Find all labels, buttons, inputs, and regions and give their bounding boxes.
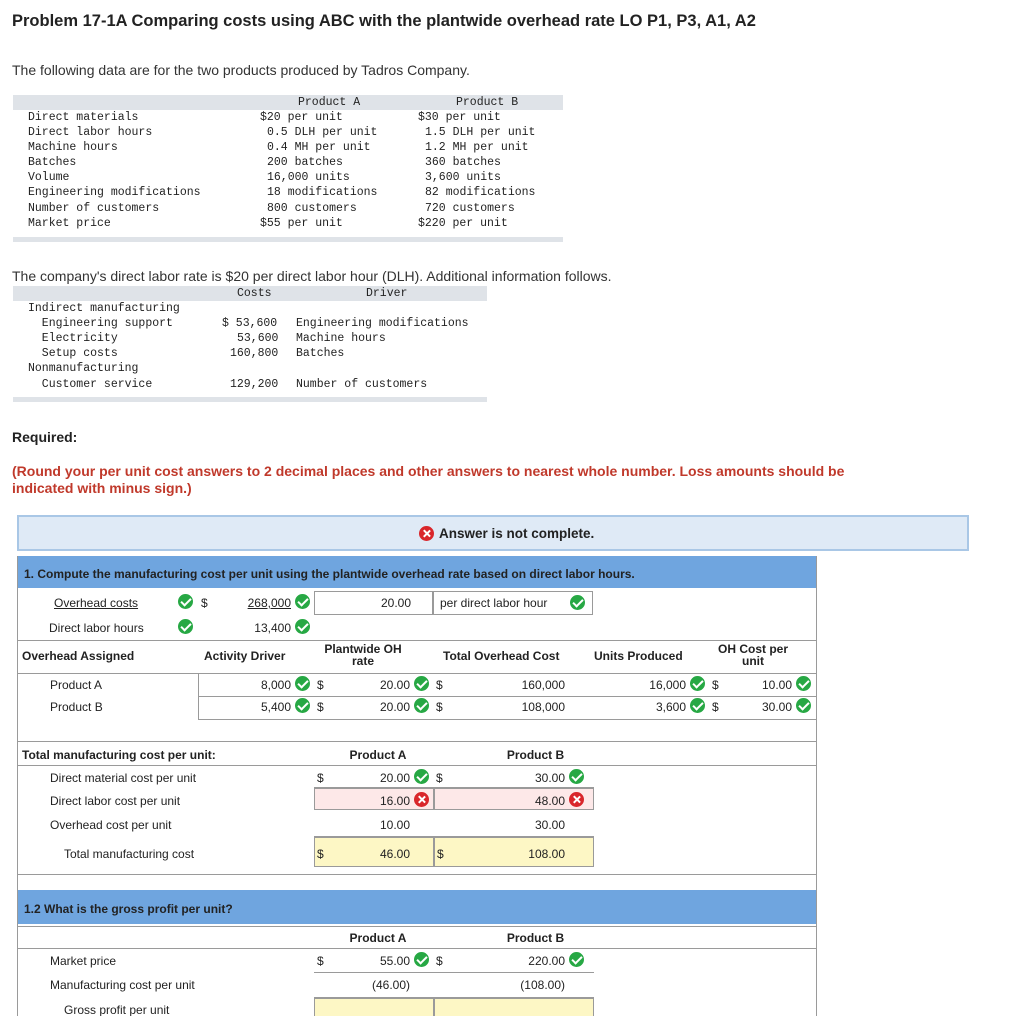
check-icon bbox=[295, 619, 310, 634]
oh-per-unit-a: 10.00 bbox=[761, 678, 792, 692]
col-product-b: Product B bbox=[506, 748, 565, 762]
row-b: 1.5 DLH per unit bbox=[425, 126, 536, 139]
driver-header: Driver bbox=[366, 287, 408, 300]
gross-profit-b-cell bbox=[434, 998, 594, 1016]
cost-row-label: Total manufacturing cost bbox=[64, 847, 195, 861]
overhead-costs-label: Overhead costs bbox=[54, 596, 139, 610]
dollar-sign: $ bbox=[317, 954, 324, 968]
divider bbox=[18, 948, 816, 949]
row-label: Machine hours bbox=[28, 141, 118, 154]
row-a: 18 modifications bbox=[267, 186, 378, 199]
cost-row-label: Indirect manufacturing bbox=[28, 302, 180, 315]
cost-row-label: Direct material cost per unit bbox=[50, 771, 197, 785]
row-label: Batches bbox=[28, 156, 77, 169]
banner-content bbox=[419, 526, 594, 541]
costs-header: Costs bbox=[237, 287, 272, 300]
banner-text: Answer is not complete. bbox=[439, 526, 595, 541]
check-icon bbox=[690, 676, 705, 691]
gp-row-label: Gross profit per unit bbox=[64, 1003, 170, 1016]
row-a: $20 per unit bbox=[260, 111, 343, 124]
driver-input-a[interactable]: 8,000 bbox=[260, 678, 291, 692]
rate-value: 20.00 bbox=[380, 596, 411, 610]
check-icon bbox=[178, 619, 193, 634]
rounding-instructions: (Round your per unit cost answers to 2 decimal places and other answers to nearest whole number. Loss amounts should be indicated with minus sign.) bbox=[12, 463, 845, 496]
oh-cost-a: 10.00 bbox=[379, 818, 410, 832]
mfg-cost-a: (46.00) bbox=[371, 978, 410, 992]
row-label: Direct labor hours bbox=[28, 126, 153, 139]
assign-row-label-a: Product A bbox=[50, 678, 103, 692]
cost-row-label: Electricity bbox=[28, 332, 118, 345]
row-b: 360 batches bbox=[425, 156, 501, 169]
divider bbox=[18, 765, 816, 766]
cost-row-label: Nonmanufacturing bbox=[28, 362, 139, 375]
divider bbox=[18, 673, 816, 674]
error-icon bbox=[414, 792, 429, 807]
market-price-b[interactable]: 220.00 bbox=[528, 954, 565, 968]
divider bbox=[198, 719, 816, 720]
check-icon bbox=[414, 698, 429, 713]
col-product-b: Product B bbox=[506, 931, 565, 945]
activity-driver-header: Activity Driver bbox=[204, 649, 286, 663]
row-a: 16,000 units bbox=[267, 171, 350, 184]
check-icon bbox=[178, 594, 193, 609]
dlh-input[interactable]: 13,400 bbox=[254, 621, 291, 635]
row-label: Market price bbox=[28, 217, 111, 230]
row-a: $55 per unit bbox=[260, 217, 343, 230]
total-cost-a-cell bbox=[314, 837, 434, 867]
check-icon bbox=[414, 952, 429, 967]
cost-row-label: Overhead cost per unit bbox=[50, 818, 172, 832]
row-a: 0.4 MH per unit bbox=[267, 141, 371, 154]
check-icon bbox=[796, 698, 811, 713]
page-title: Problem 17-1A Comparing costs using ABC with the plantwide overhead rate LO P1, P3, A1, A2 bbox=[12, 12, 756, 30]
total-overhead-b: 108,000 bbox=[521, 700, 565, 714]
dollar-sign: $ bbox=[436, 771, 443, 785]
dollar-sign: $ bbox=[317, 771, 324, 785]
row-a: 0.5 DLH per unit bbox=[267, 126, 378, 139]
dl-cost-a: 16.00 bbox=[379, 794, 410, 808]
answer-status-banner bbox=[17, 515, 969, 551]
divider bbox=[18, 926, 816, 927]
driver-input-b[interactable]: 5,400 bbox=[260, 700, 291, 714]
total-overhead-header: Total Overhead Cost bbox=[443, 649, 560, 663]
rate-a: 20.00 bbox=[379, 678, 410, 692]
total-cost-b: 108.00 bbox=[528, 847, 565, 861]
dm-cost-b[interactable]: 30.00 bbox=[534, 771, 565, 785]
check-icon bbox=[570, 595, 585, 610]
check-icon bbox=[414, 769, 429, 784]
overhead-assigned-header: Overhead Assigned bbox=[22, 649, 135, 663]
total-cost-label: Total manufacturing cost per unit: bbox=[22, 748, 216, 762]
cost-row-cost: 129,200 bbox=[230, 378, 279, 391]
gp-row-label: Market price bbox=[50, 954, 117, 968]
dollar-sign: $ bbox=[201, 596, 208, 610]
error-icon bbox=[569, 792, 584, 807]
row-b: $220 per unit bbox=[418, 217, 508, 230]
cost-row-cost: 53,600 bbox=[237, 332, 279, 345]
part1-header bbox=[18, 556, 816, 588]
part1-2-question: 1.2 What is the gross profit per unit? bbox=[24, 902, 233, 916]
row-b: 3,600 units bbox=[425, 171, 501, 184]
dlh-label: Direct labor hours bbox=[49, 621, 144, 635]
check-icon bbox=[295, 698, 310, 713]
total-cost-a: 46.00 bbox=[379, 847, 410, 861]
check-icon bbox=[414, 676, 429, 691]
cost-row-driver: Engineering modifications bbox=[296, 317, 469, 330]
total-cost-b-cell bbox=[434, 837, 594, 867]
gross-profit-a-cell bbox=[314, 998, 434, 1016]
required-heading: Required: bbox=[12, 429, 78, 445]
intro-text: The following data are for the two products produced by Tadros Company. bbox=[12, 62, 470, 78]
dm-cost-a[interactable]: 20.00 bbox=[379, 771, 410, 785]
oh-cost-b: 30.00 bbox=[534, 818, 565, 832]
col-product-a: Product A bbox=[349, 748, 407, 762]
divider bbox=[18, 640, 816, 641]
market-price-a[interactable]: 55.00 bbox=[379, 954, 410, 968]
check-icon bbox=[569, 769, 584, 784]
check-icon bbox=[690, 698, 705, 713]
assign-row-label-b: Product B bbox=[50, 700, 103, 714]
dollar-sign: $ bbox=[317, 678, 324, 692]
cost-row-driver: Batches bbox=[296, 347, 345, 360]
divider bbox=[314, 972, 594, 973]
plantwide-rate-header: Plantwide OH rate bbox=[324, 642, 402, 668]
check-icon bbox=[295, 594, 310, 609]
error-icon bbox=[419, 526, 434, 541]
row-a: 200 batches bbox=[267, 156, 343, 169]
labor-rate-text: The company's direct labor rate is $20 per direct labor hour (DLH). Additional information follows. bbox=[12, 268, 612, 284]
row-b: 720 customers bbox=[425, 202, 515, 215]
row-label: Engineering modifications bbox=[28, 186, 201, 199]
dollar-sign: $ bbox=[712, 678, 719, 692]
cost-table-bottom-bar bbox=[13, 397, 487, 402]
units-input-a[interactable]: 16,000 bbox=[649, 678, 686, 692]
col-product-a: Product A bbox=[349, 931, 407, 945]
cost-row-label: Setup costs bbox=[28, 347, 118, 360]
row-label: Number of customers bbox=[28, 202, 160, 215]
dollar-sign: $ bbox=[317, 700, 324, 714]
cost-row-label: Engineering support bbox=[28, 317, 173, 330]
row-b: 82 modifications bbox=[425, 186, 536, 199]
cost-row-cost: $ 53,600 bbox=[222, 317, 278, 330]
dollar-sign: $ bbox=[712, 700, 719, 714]
mfg-cost-b: (108.00) bbox=[520, 978, 565, 992]
product-table-bottom-bar bbox=[13, 237, 563, 242]
dollar-sign: $ bbox=[437, 847, 444, 861]
cost-row-driver: Machine hours bbox=[296, 332, 386, 345]
divider bbox=[18, 741, 816, 742]
check-icon bbox=[569, 952, 584, 967]
product-a-header: Product A bbox=[298, 96, 361, 109]
overhead-costs-input[interactable]: 268,000 bbox=[247, 596, 291, 610]
gp-row-label: Manufacturing cost per unit bbox=[50, 978, 195, 992]
total-overhead-a: 160,000 bbox=[521, 678, 565, 692]
check-icon bbox=[796, 676, 811, 691]
units-input-b[interactable]: 3,600 bbox=[655, 700, 686, 714]
dl-cost-b: 48.00 bbox=[534, 794, 565, 808]
divider bbox=[198, 696, 816, 697]
rate-input[interactable] bbox=[314, 591, 433, 615]
divider bbox=[18, 874, 816, 875]
cost-row-driver: Number of customers bbox=[296, 378, 428, 391]
part1-question: 1. Compute the manufacturing cost per unit using the plantwide overhead rate based on direct labor hours. bbox=[24, 567, 635, 581]
product-b-header: Product B bbox=[456, 96, 519, 109]
dollar-sign: $ bbox=[436, 678, 443, 692]
oh-per-unit-header: OH Cost per unit bbox=[717, 642, 788, 668]
answer-worksheet bbox=[17, 556, 817, 1016]
row-label: Volume bbox=[28, 171, 70, 184]
dollar-sign: $ bbox=[436, 954, 443, 968]
dollar-sign: $ bbox=[436, 700, 443, 714]
cost-row-cost: 160,800 bbox=[230, 347, 279, 360]
row-b: $30 per unit bbox=[418, 111, 501, 124]
part1-2-header bbox=[18, 890, 816, 924]
check-icon bbox=[295, 676, 310, 691]
oh-per-unit-b: 30.00 bbox=[761, 700, 792, 714]
rate-b: 20.00 bbox=[379, 700, 410, 714]
row-b: 1.2 MH per unit bbox=[425, 141, 529, 154]
row-a: 800 customers bbox=[267, 202, 357, 215]
rate-unit-select[interactable] bbox=[433, 591, 593, 615]
units-produced-header: Units Produced bbox=[594, 649, 683, 663]
row-label: Direct materials bbox=[28, 111, 139, 124]
cost-row-label: Direct labor cost per unit bbox=[50, 794, 181, 808]
rate-unit-text: per direct labor hour bbox=[440, 596, 548, 610]
dollar-sign: $ bbox=[317, 847, 324, 861]
cost-row-label: Customer service bbox=[28, 378, 153, 391]
